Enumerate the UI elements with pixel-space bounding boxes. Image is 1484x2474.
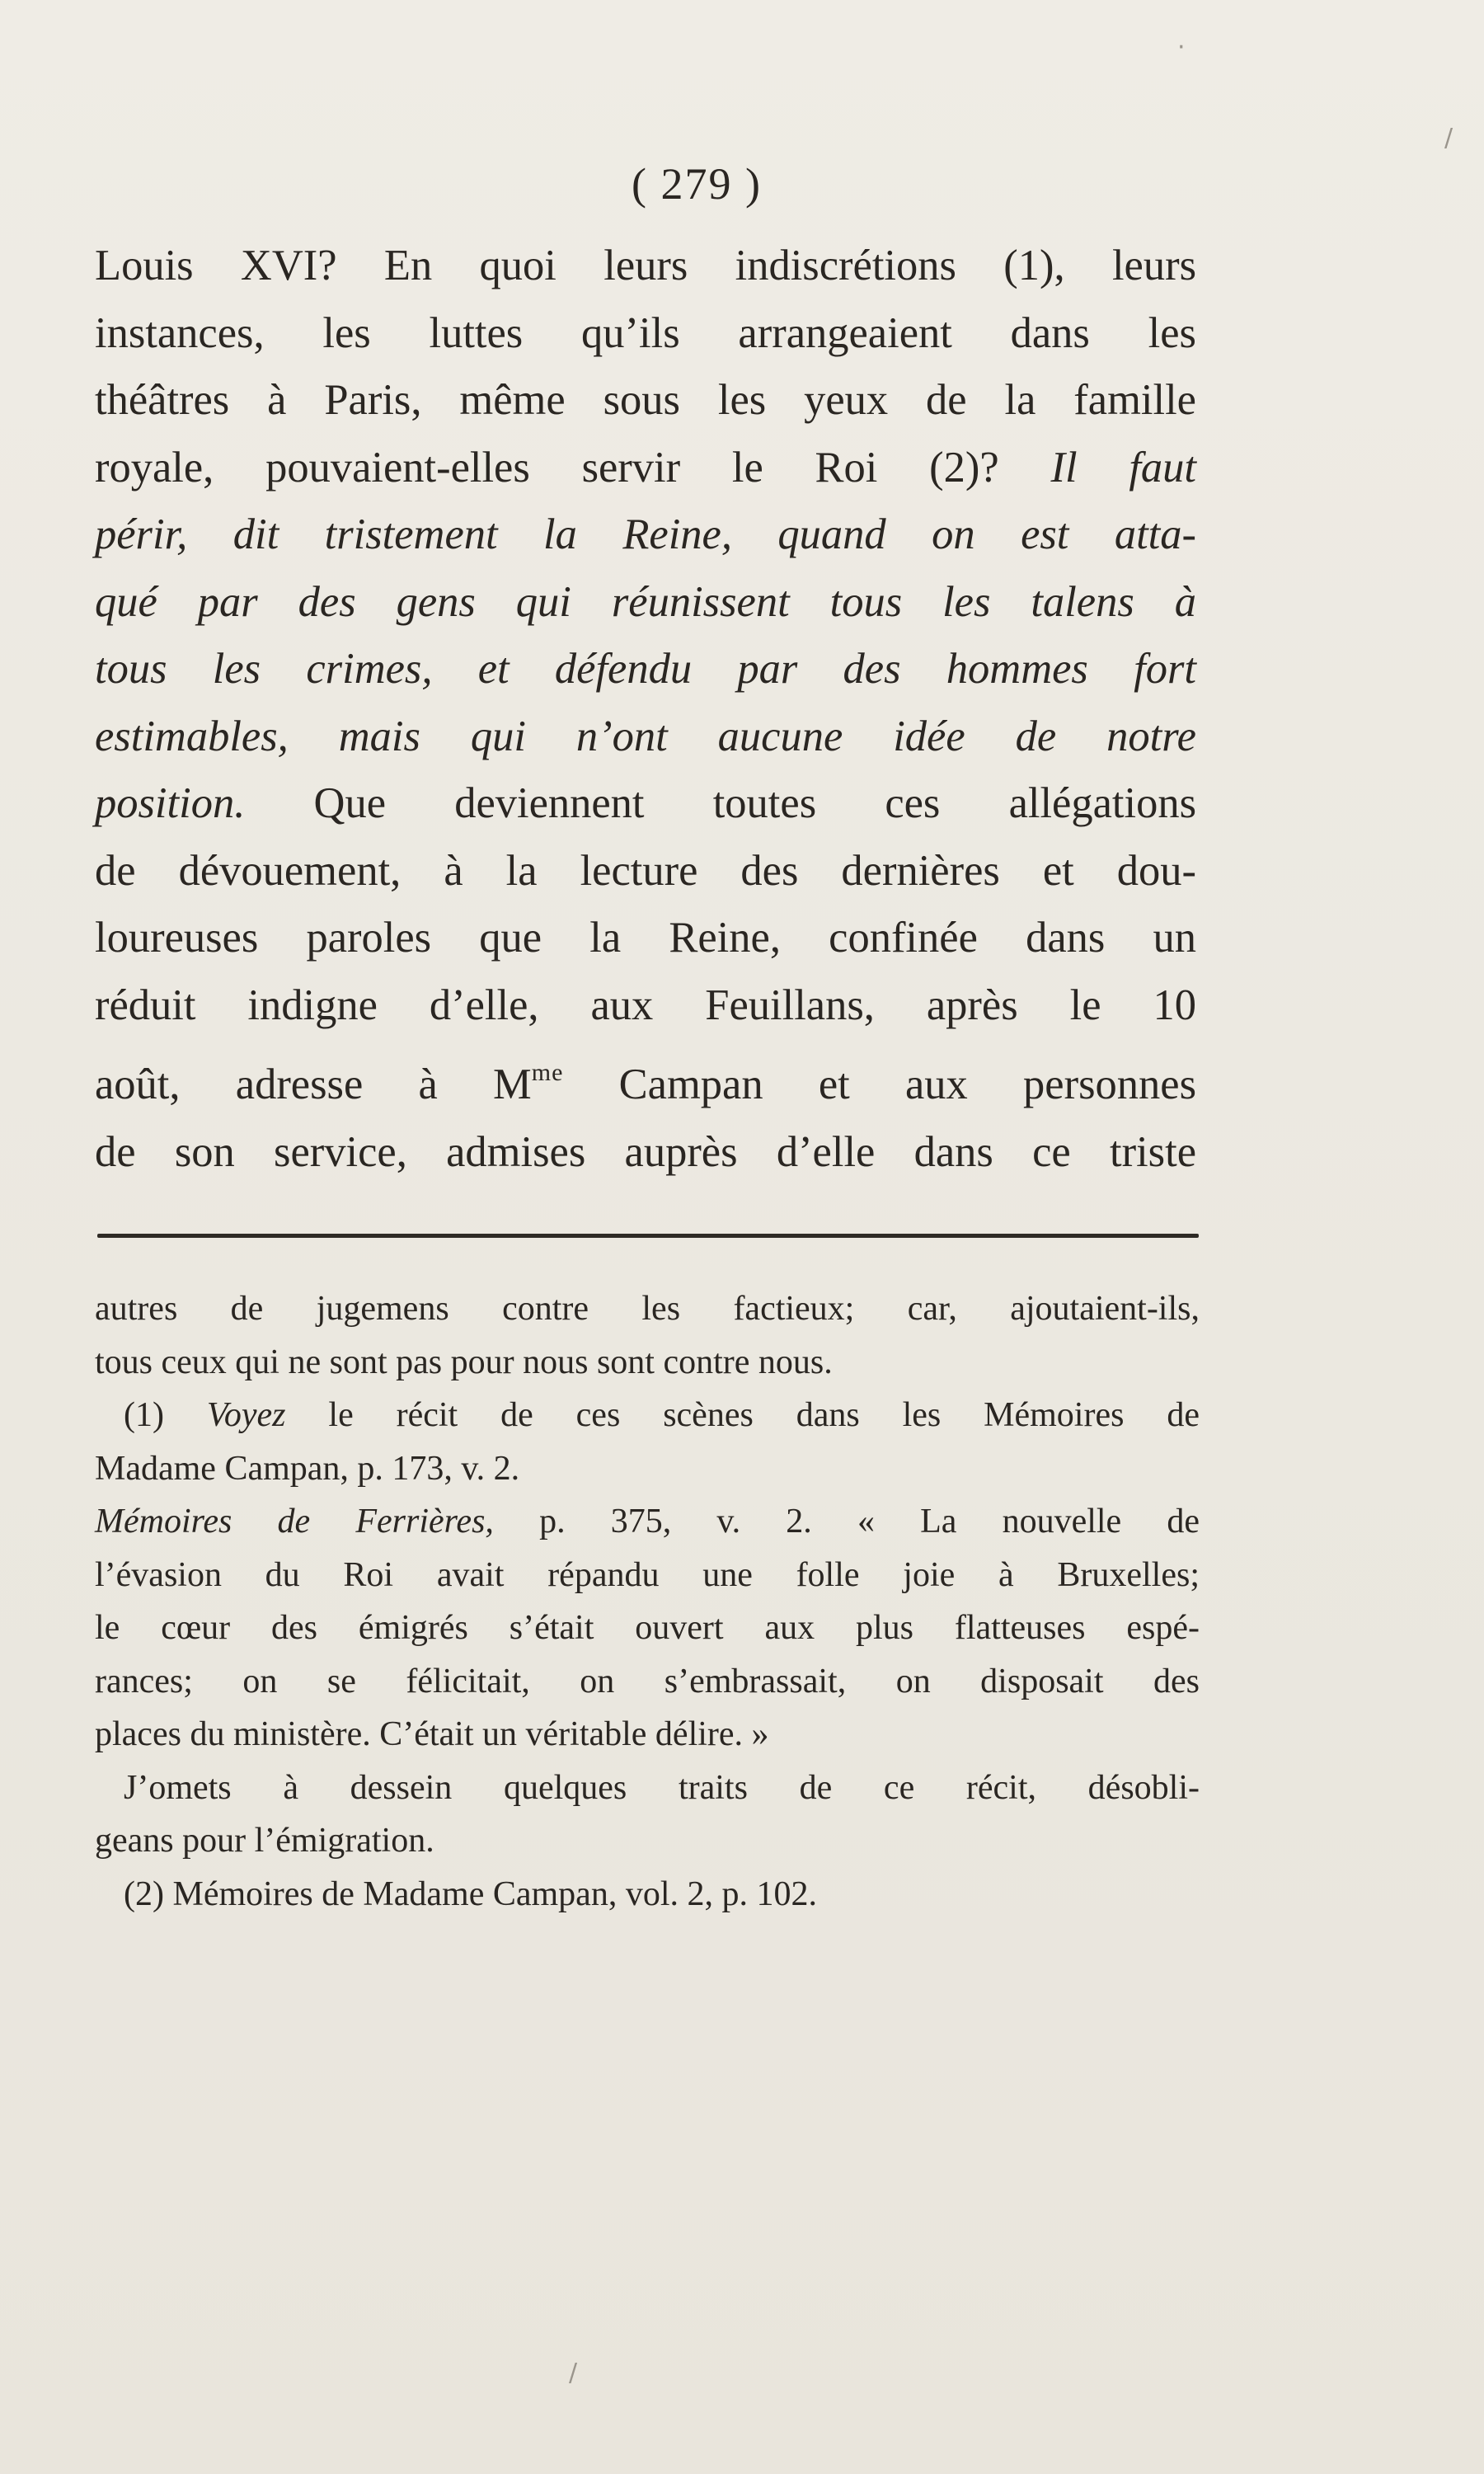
footnote-line-11: geans pour l’émigration. bbox=[95, 1822, 434, 1860]
footnote-line-4: Madame Campan, p. 173, v. 2. bbox=[95, 1449, 520, 1488]
footnotes-block bbox=[95, 1282, 1200, 1921]
footnote-line-7: le cœur des émigrés s’était ouvert aux plus flatteuses espé- bbox=[95, 1609, 1200, 1647]
footnote-line-9: places du ministère. C’était un véritable délire. » bbox=[95, 1715, 769, 1753]
main-line-3: théâtres à Paris, même sous les yeux de la famille bbox=[95, 376, 1196, 424]
paper-speck: · bbox=[1177, 33, 1186, 62]
footnote-line-6: l’évasion du Roi avait répandu une folle joie à Bruxelles; bbox=[95, 1555, 1200, 1594]
superscript-me: me bbox=[531, 1059, 564, 1086]
main-line-9-roman: Que deviennent toutes ces allégations bbox=[245, 779, 1196, 827]
footnote-line-1: autres de jugemens contre les factieux; car, ajoutaient-ils, bbox=[95, 1290, 1200, 1328]
footnote-ferrieres-ref: p. 375, v. 2. « La nouvelle de bbox=[493, 1503, 1200, 1540]
footnote-ferrieres-title: Mémoires de Ferrières, bbox=[95, 1503, 494, 1540]
footnote-1-text: le récit de ces scènes dans les Mémoires de bbox=[285, 1396, 1200, 1434]
main-line-7: tous les crimes, et défendu par des hommes fort bbox=[95, 645, 1196, 693]
main-line-5: périr, dit tristement la Reine, quand on est atta- bbox=[95, 510, 1196, 558]
footnote-line-5 bbox=[95, 1495, 1200, 1549]
main-line-12: réduit indigne d’elle, aux Feuillans, après le 10 bbox=[95, 981, 1196, 1029]
main-line-11: loureuses paroles que la Reine, confinée dans un bbox=[95, 914, 1196, 962]
footnote-line-12: (2) Mémoires de Madame Campan, vol. 2, p. 102. bbox=[124, 1874, 817, 1913]
main-line-4-roman: royale, pouvaient-elles servir le Roi (2)? bbox=[95, 443, 1051, 492]
footnote-separator-rule bbox=[97, 1234, 1199, 1238]
main-line-2: instances, les luttes qu’ils arrangeaient dans les bbox=[95, 308, 1196, 357]
footnote-1-voyez: Voyez bbox=[206, 1396, 286, 1434]
footnote-1-marker: (1) bbox=[124, 1396, 207, 1434]
footnote-line-3 bbox=[95, 1389, 1200, 1442]
main-line-4 bbox=[95, 435, 1196, 502]
main-line-9-italic: position. bbox=[95, 779, 246, 827]
main-line-9 bbox=[95, 770, 1196, 838]
main-line-8: estimables, mais qui n’ont aucune idée de notre bbox=[95, 712, 1196, 760]
main-line-13 bbox=[95, 1039, 1196, 1119]
main-line-1: Louis XVI? En quoi leurs indiscrétions (1), leurs bbox=[95, 242, 1196, 289]
page-number: ( 279 ) bbox=[632, 159, 762, 209]
main-line-14: de son service, admises auprès d’elle dans ce triste bbox=[95, 1127, 1196, 1176]
footnote-line-2: tous ceux qui ne sont pas pour nous sont contre nous. bbox=[95, 1343, 833, 1381]
paper-speck: / bbox=[569, 2359, 578, 2387]
main-line-10: de dévouement, à la lecture des dernières et dou- bbox=[95, 846, 1196, 895]
paper-speck: / bbox=[1444, 124, 1453, 153]
footnote-line-8: rances; on se félicitait, on s’embrassait, on disposait des bbox=[95, 1662, 1200, 1700]
main-text-block bbox=[95, 233, 1196, 1186]
main-line-4-italic: Il faut bbox=[1050, 443, 1197, 492]
footnote-line-10: J’omets à dessein quelques traits de ce récit, désobli- bbox=[124, 1768, 1200, 1807]
main-line-13-start: août, adresse à M bbox=[95, 1061, 532, 1108]
main-line-6: qué par des gens qui réunissent tous les talens à bbox=[95, 577, 1196, 626]
main-line-13-end: Campan et aux personnes bbox=[563, 1061, 1196, 1108]
